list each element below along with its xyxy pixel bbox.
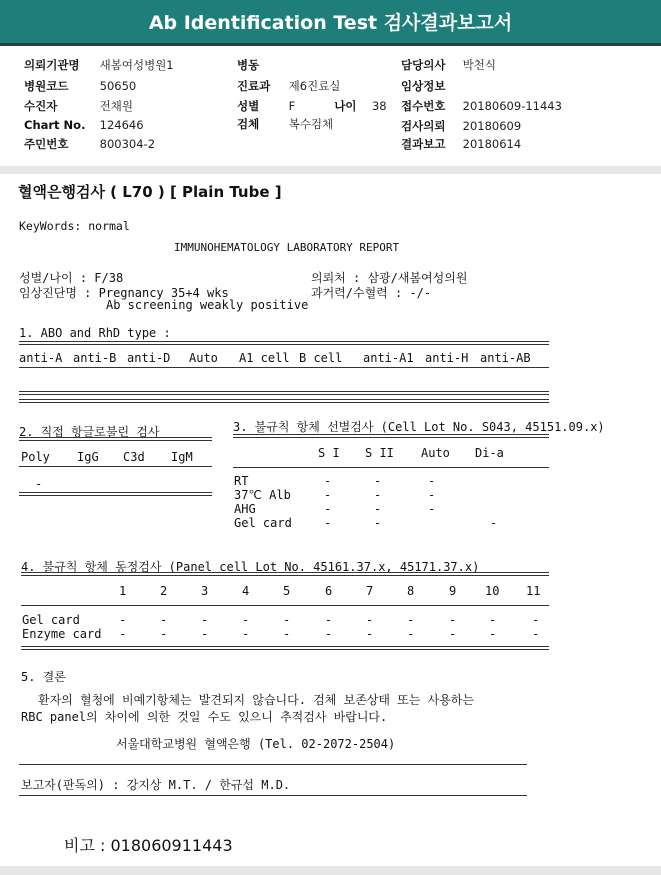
sec3-col-2: Auto <box>421 446 450 460</box>
request-date-row <box>401 118 521 134</box>
diagnosis-line2: Ab screening weakly positive <box>106 298 309 312</box>
chart-no-label: Chart No. <box>24 118 86 132</box>
sec4-cell: - <box>160 627 168 641</box>
sec1-col-2: anti-D <box>127 351 171 365</box>
sec5-title: 5. 결론 <box>21 670 66 684</box>
institution-value: 새봄여성병원1 <box>99 58 174 72</box>
referrer-line: 의뢰처 : 삼광/새봄여성의원 <box>311 271 468 285</box>
sec4-cell: - <box>532 627 540 641</box>
resident-no-label: 주민번호 <box>24 137 69 151</box>
age-value: 38 <box>371 99 387 113</box>
sec4-cell: - <box>532 613 540 627</box>
sec4-cell: - <box>366 627 374 641</box>
resident-no-row <box>24 136 155 152</box>
sec3-cell: - <box>374 474 382 488</box>
sec2-col-3: IgM <box>171 450 193 464</box>
sec4-cell: - <box>201 613 209 627</box>
sec2-bottom-rule <box>19 492 212 496</box>
sec4-cell: - <box>449 627 457 641</box>
sec4-title: 4. 불규칙 항체 동정검사 (Panel cell Lot No. 45161.37.x, 45171.37.x) <box>21 560 480 574</box>
sec3-header-rule <box>233 467 549 468</box>
sec3-cell: - <box>374 488 382 502</box>
keywords: KeyWords: normal <box>19 219 130 233</box>
chart-no-value: 124646 <box>99 118 144 132</box>
sec4-col: 1 <box>119 584 127 598</box>
sec3-row-label-ahg: AHG <box>234 502 256 516</box>
sec1-col-8: anti-AB <box>480 351 531 365</box>
sec4-top-rule <box>21 572 549 576</box>
sec3-row-label-rt: RT <box>234 474 249 488</box>
sec2-col-2: C3d <box>123 450 145 464</box>
sec4-cell: - <box>407 627 415 641</box>
sec2-top-rule <box>19 437 212 441</box>
conclusion-line2: RBC panel의 차이에 의한 것일 수도 있으니 추적검사 바랍니다. <box>21 710 388 724</box>
sec4-header-rule <box>21 605 549 606</box>
sec2-value-poly: - <box>35 477 43 491</box>
sec1-col-3: Auto <box>189 351 218 365</box>
sex-value: F <box>288 99 296 113</box>
hospital-code-row <box>24 78 136 94</box>
sec4-cell: - <box>283 627 291 641</box>
sec4-col: 4 <box>242 584 250 598</box>
sex-row <box>237 98 387 114</box>
sec4-cell: - <box>283 613 291 627</box>
sec3-row-label-37c: 37℃ Alb <box>234 488 291 502</box>
sex-label: 성별 <box>237 99 260 113</box>
report-date-label: 결과보고 <box>401 137 446 151</box>
request-date-label: 검사의뢰 <box>401 119 446 133</box>
sec3-cell: - <box>324 488 332 502</box>
sec4-cell: - <box>489 613 497 627</box>
department-value: 제6진료실 <box>288 79 341 93</box>
sec3-cell: - <box>324 474 332 488</box>
sec4-cell: - <box>325 613 333 627</box>
report-heading: 혈액은행검사 ( L70 ) [ Plain Tube ] <box>18 183 282 201</box>
report-title: Ab Identification Test 검사결과보고서 <box>0 0 661 46</box>
sec3-cell: - <box>374 502 382 516</box>
sec3-top-rule <box>233 434 549 438</box>
sec3-title: 3. 불규칙 항체 선별검사 (Cell Lot No. S043, 45151.09.x) <box>233 420 605 434</box>
sec4-cell: - <box>160 613 168 627</box>
receipt-no-label: 접수번호 <box>401 99 446 113</box>
sec4-cell: - <box>489 627 497 641</box>
doctor-value: 박천식 <box>462 58 496 72</box>
sec4-bottom-rule <box>21 646 549 650</box>
chart-no-row <box>24 118 144 132</box>
sec4-cell: - <box>407 613 415 627</box>
sex-age-line: 성별/나이 : F/38 <box>19 271 124 285</box>
diagnosis-line: 임상진단명 : Pregnancy 35+4 wks <box>19 286 229 300</box>
sec1-col-0: anti-A <box>19 351 63 365</box>
sec1-bottom-rule1 <box>19 391 549 395</box>
remark: 비고 : 018060911443 <box>64 836 233 855</box>
sec4-col: 11 <box>526 584 541 598</box>
sec4-cell: - <box>242 627 250 641</box>
department-label: 진료과 <box>237 79 271 93</box>
sec4-col: 10 <box>485 584 500 598</box>
ward-row <box>237 57 289 73</box>
sec1-col-5: B cell <box>299 351 343 365</box>
hospital-code-label: 병원코드 <box>24 79 69 93</box>
lab-title: IMMUNOHEMATOLOGY LABORATORY REPORT <box>174 241 400 254</box>
specimen-value: 복수검체 <box>288 117 334 131</box>
institution-label: 의뢰기관명 <box>24 58 80 72</box>
receipt-no-row <box>401 98 562 114</box>
doctor-row <box>401 57 496 73</box>
sec1-title: 1. ABO and RhD type : <box>19 326 171 340</box>
sec4-col: 6 <box>325 584 333 598</box>
sec3-col-0: S I <box>318 446 340 460</box>
sec4-row-label-enzyme: Enzyme card <box>22 627 102 641</box>
sec3-cell: - <box>428 502 436 516</box>
sec2-col-1: IgG <box>77 450 99 464</box>
scanned-report <box>6 174 655 866</box>
patient-label: 수진자 <box>24 99 58 113</box>
sec3-cell: - <box>428 474 436 488</box>
sec4-col: 2 <box>160 584 168 598</box>
reporter-line: 보고자(판독의) : 강지상 M.T. / 한규섭 M.D. <box>21 778 291 792</box>
sec1-col-4: A1 cell <box>239 351 290 365</box>
sec3-cell: - <box>490 516 498 530</box>
footer-rule1 <box>19 764 527 765</box>
sec1-col-6: anti-A1 <box>363 351 414 365</box>
sec1-col-7: anti-H <box>425 351 469 365</box>
patient-row <box>24 98 133 114</box>
sec4-cell: - <box>119 613 127 627</box>
receipt-no-value: 20180609-11443 <box>462 99 562 113</box>
sec1-col-1: anti-B <box>73 351 117 365</box>
sec4-cell: - <box>242 613 250 627</box>
sec3-cell: - <box>324 502 332 516</box>
resident-no-value: 800304-2 <box>99 137 156 151</box>
request-date-value: 20180609 <box>462 119 522 133</box>
sec3-col-1: S II <box>365 446 394 460</box>
clinical-info-row <box>401 78 463 94</box>
sec3-cell: - <box>374 516 382 530</box>
header-separator <box>0 166 661 174</box>
sec3-cell: - <box>428 488 436 502</box>
footer-rule2 <box>19 795 527 796</box>
institution-row <box>24 57 174 73</box>
sec2-col-0: Poly <box>21 450 50 464</box>
conclusion-line1: 환자의 혈청에 비예기항체는 발견되지 않습니다. 검체 보존상태 또는 사용하는 <box>38 693 474 707</box>
sec4-cell: - <box>366 613 374 627</box>
sec4-cell: - <box>201 627 209 641</box>
specimen-label: 검체 <box>237 117 260 131</box>
sec1-bottom-rule2 <box>19 399 549 403</box>
sec4-col: 3 <box>201 584 209 598</box>
age-label: 나이 <box>334 99 357 113</box>
history-line: 과거력/수혈력 : -/- <box>311 286 432 300</box>
department-row <box>237 78 340 94</box>
sec3-row-label-gel: Gel card <box>234 516 292 530</box>
sec4-cell: - <box>119 627 127 641</box>
specimen-row <box>237 116 333 132</box>
sec3-cell: - <box>324 516 332 530</box>
sec4-col: 8 <box>407 584 415 598</box>
report-date-row <box>401 136 521 152</box>
sec4-row-label-gel: Gel card <box>22 613 80 627</box>
doctor-label: 담당의사 <box>401 58 446 72</box>
clinical-info-label: 임상정보 <box>401 79 446 93</box>
sec1-header-rule <box>19 367 549 368</box>
sec1-top-rule <box>19 341 549 345</box>
hospital-line: 서울대학교병원 혈액은행 (Tel. 02-2072-2504) <box>116 737 396 751</box>
patient-value: 전채원 <box>99 99 133 113</box>
report-date-value: 20180614 <box>462 137 522 151</box>
sec2-title: 2. 직접 항글로불린 검사 <box>19 425 160 439</box>
sec4-col: 9 <box>449 584 457 598</box>
sec2-header-rule <box>19 466 212 467</box>
sec4-col: 7 <box>366 584 374 598</box>
hospital-code-value: 50650 <box>99 79 137 93</box>
sec3-col-3: Di-a <box>475 446 504 460</box>
sec4-cell: - <box>325 627 333 641</box>
ward-label: 병동 <box>237 58 260 72</box>
sec4-col: 5 <box>283 584 291 598</box>
sec4-cell: - <box>449 613 457 627</box>
bottom-margin <box>0 866 661 875</box>
